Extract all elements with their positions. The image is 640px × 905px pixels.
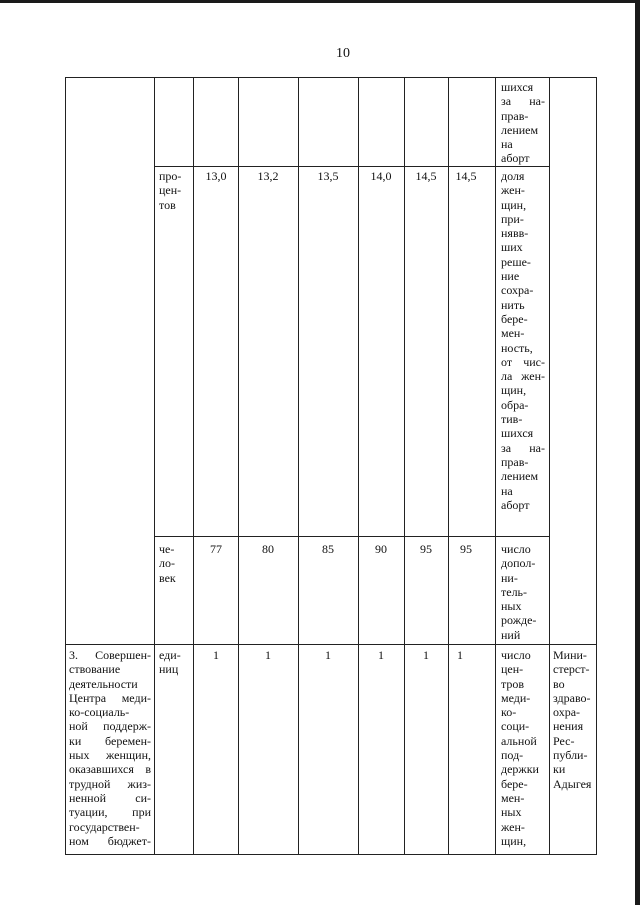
- value-cell: 14,0: [370, 169, 392, 183]
- value-cell: 1: [423, 648, 429, 662]
- value-cell: 13,5: [317, 169, 339, 183]
- text-line: трудной жиз-: [69, 776, 151, 791]
- value-cell: 80: [262, 542, 274, 556]
- text-line: щин,: [501, 833, 527, 848]
- value-cell: 13,2: [257, 169, 279, 183]
- indicator-cell: [501, 542, 545, 642]
- text-line: ни-: [501, 570, 518, 585]
- value-cell: 1: [265, 648, 271, 662]
- executor-cell: [553, 648, 595, 791]
- text-line: доля: [501, 169, 525, 183]
- text-line: обра-: [501, 397, 529, 412]
- text-line: щин,: [501, 197, 527, 212]
- value-cell: 13,0: [205, 169, 227, 183]
- text-line: тив-: [501, 412, 523, 427]
- text-line: ных: [501, 599, 522, 614]
- value-cell: 77: [210, 542, 222, 556]
- value-cell: 85: [322, 542, 334, 556]
- text-line: рожде-: [501, 613, 537, 628]
- text-line: че-: [159, 542, 175, 556]
- text-line: мен-: [501, 790, 525, 805]
- value-cell: 1: [213, 648, 219, 662]
- text-line: стерст-: [553, 662, 590, 677]
- text-line: государствен-: [69, 819, 140, 834]
- text-line: лением: [501, 469, 539, 484]
- text-line: цен-: [159, 183, 182, 198]
- text-line: меди-: [501, 690, 531, 705]
- text-line: век: [159, 570, 176, 585]
- unit-cell: [159, 169, 191, 212]
- text-line: за на-: [501, 440, 545, 455]
- text-line: Рес-: [553, 733, 575, 748]
- text-line: допол-: [501, 556, 536, 571]
- text-line: ло-: [159, 556, 175, 571]
- text-line: бере-: [501, 311, 528, 326]
- unit-cell: [159, 648, 191, 677]
- text-line: сохра-: [501, 283, 534, 298]
- text-line: ко-социаль-: [69, 705, 130, 720]
- text-line: ших: [501, 240, 523, 255]
- text-line: 3. Совершен-: [69, 648, 151, 662]
- text-line: жен-: [501, 819, 525, 834]
- text-line: оказавшихся в: [69, 762, 151, 777]
- text-line: ном бюджет-: [69, 833, 151, 848]
- text-line: туации, при: [69, 805, 151, 820]
- value-cell: 90: [375, 542, 387, 556]
- text-line: ствование: [69, 662, 121, 677]
- text-line: число: [501, 648, 531, 662]
- text-line: Адыгея: [553, 776, 592, 791]
- text-line: ки: [553, 762, 566, 777]
- text-line: реше-: [501, 254, 531, 269]
- text-line: тель-: [501, 584, 528, 599]
- text-line: тов: [159, 197, 176, 212]
- text-line: за на-: [501, 94, 545, 109]
- text-line: аборт: [501, 151, 530, 166]
- text-line: от чис-: [501, 354, 545, 369]
- text-line: альной: [501, 733, 537, 748]
- value-cell: 1: [457, 648, 463, 662]
- text-line: прав-: [501, 454, 529, 469]
- text-line: Мини-: [553, 648, 587, 662]
- text-line: на: [501, 137, 513, 152]
- text-line: ность,: [501, 340, 533, 355]
- text-line: публи-: [553, 748, 588, 763]
- text-line: аборт: [501, 497, 530, 512]
- text-line: при-: [501, 211, 524, 226]
- scan-border-top: [0, 0, 640, 3]
- text-line: ненной си-: [69, 790, 151, 805]
- value-cell: 14,5: [455, 169, 477, 183]
- value-cell: 1: [325, 648, 331, 662]
- text-line: ко-: [501, 705, 517, 720]
- text-line: ла жен-: [501, 369, 545, 384]
- text-line: бере-: [501, 776, 528, 791]
- scan-border-right: [635, 0, 640, 905]
- text-line: ных: [501, 805, 522, 820]
- page-number: 10: [336, 46, 350, 61]
- indicator-cell: [501, 80, 545, 166]
- text-line: под-: [501, 748, 524, 763]
- unit-cell: [159, 542, 191, 585]
- text-line: во: [553, 676, 565, 691]
- text-line: ных женщин,: [69, 748, 151, 763]
- value-cell: 1: [378, 648, 384, 662]
- text-line: тров: [501, 676, 525, 691]
- text-line: лением: [501, 122, 539, 137]
- text-line: цен-: [501, 662, 524, 677]
- measure-cell: [69, 648, 151, 848]
- text-line: Центра меди-: [69, 690, 151, 705]
- text-line: ки беремен-: [69, 733, 151, 748]
- text-line: шихся: [501, 80, 534, 94]
- value-cell: 14,5: [415, 169, 437, 183]
- text-line: еди-: [159, 648, 181, 662]
- text-line: нения: [553, 719, 584, 734]
- text-line: нявв-: [501, 226, 529, 241]
- text-line: держки: [501, 762, 539, 777]
- text-line: мен-: [501, 326, 525, 341]
- indicator-cell: [501, 648, 545, 848]
- text-line: ний: [501, 627, 521, 642]
- text-line: ной поддерж-: [69, 719, 151, 734]
- text-line: здраво-: [553, 690, 591, 705]
- text-line: на: [501, 483, 513, 498]
- text-line: жен-: [501, 183, 525, 198]
- text-line: ние: [501, 269, 520, 284]
- text-line: про-: [159, 169, 182, 183]
- text-line: нить: [501, 297, 525, 312]
- text-line: прав-: [501, 108, 529, 123]
- text-line: шихся: [501, 426, 534, 441]
- text-line: ниц: [159, 662, 179, 677]
- value-cell: 95: [460, 542, 472, 556]
- value-cell: 95: [420, 542, 432, 556]
- indicator-cell: [501, 169, 545, 512]
- text-line: число: [501, 542, 531, 556]
- text-line: соци-: [501, 719, 530, 734]
- text-line: деятельности: [69, 676, 138, 691]
- text-line: щин,: [501, 383, 527, 398]
- text-line: охра-: [553, 705, 581, 720]
